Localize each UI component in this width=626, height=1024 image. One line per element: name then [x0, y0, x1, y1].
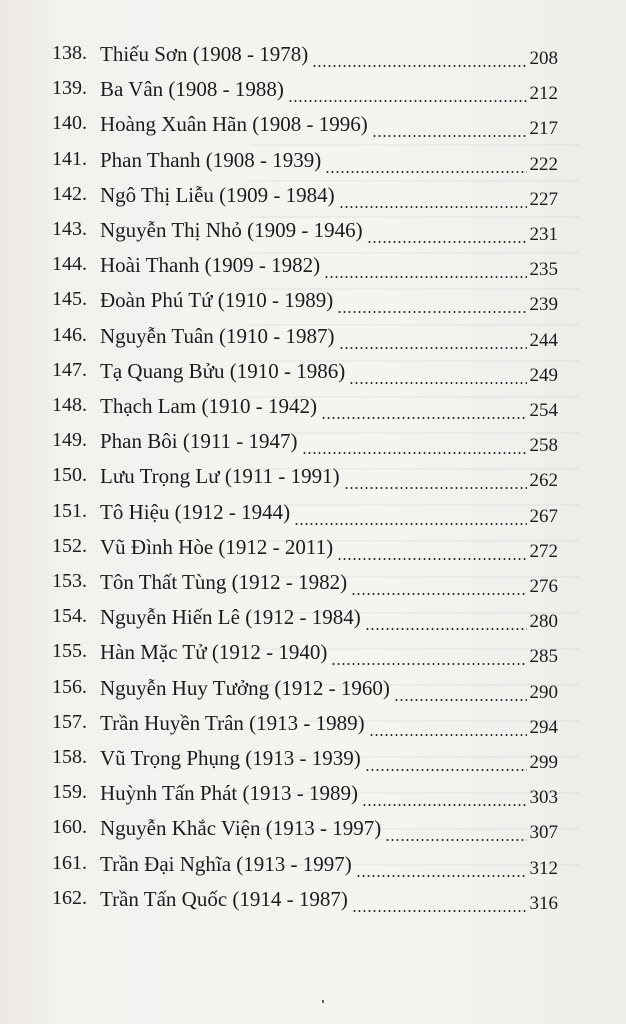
dot-leader: [339, 206, 527, 208]
dot-leader: [367, 241, 527, 243]
entry-page-number: 307: [529, 822, 558, 844]
toc-entry: [0, 711, 626, 747]
entry-number: 145.: [52, 288, 87, 311]
entry-title: Hoàng Xuân Hãn (1908 - 1996): [100, 112, 368, 137]
dot-leader: [385, 839, 527, 841]
entry-title: Hàn Mặc Tử (1912 - 1940): [100, 640, 328, 665]
entry-title: Vũ Đình Hòe (1912 - 2011): [100, 534, 334, 559]
toc-entry: [0, 746, 626, 782]
entry-page-number: 299: [529, 752, 558, 773]
toc-entry: [0, 324, 626, 360]
entry-title: Phan Thanh (1908 - 1939): [100, 147, 322, 172]
toc-entry: [0, 429, 626, 465]
toc-entry: [0, 535, 626, 571]
entry-number: 142.: [52, 182, 87, 205]
entry-number: 147.: [52, 358, 87, 381]
dot-leader: [352, 910, 527, 912]
entry-page-number: 231: [529, 224, 558, 245]
entry-title: Ngô Thị Liễu (1909 - 1984): [100, 182, 335, 207]
dot-leader: [288, 100, 527, 102]
entry-number: 141.: [52, 147, 87, 170]
entry-page-number: 249: [529, 364, 558, 386]
entry-title: Nguyễn Huy Tưởng (1912 - 1960): [100, 675, 390, 700]
entry-title: Nguyễn Hiến Lê (1912 - 1984): [100, 605, 361, 630]
entry-page-number: 290: [529, 681, 558, 703]
entry-page-number: 258: [529, 435, 558, 457]
entry-page-number: 267: [529, 505, 558, 527]
entry-number: 160.: [52, 816, 87, 839]
page-speck: [322, 1000, 324, 1003]
dot-leader: [369, 734, 527, 736]
entry-title: Ba Vân (1908 - 1988): [100, 77, 284, 102]
entry-page-number: 316: [529, 892, 558, 914]
entry-title: Nguyễn Tuân (1910 - 1987): [100, 323, 335, 348]
entry-number: 154.: [52, 605, 87, 628]
entry-page-number: 244: [529, 329, 558, 351]
entry-title: Tôn Thất Tùng (1912 - 1982): [100, 570, 348, 594]
entry-number: 159.: [52, 781, 87, 804]
toc-entry: [0, 112, 626, 148]
toc-entry: [0, 816, 626, 852]
entry-page-number: 262: [529, 470, 558, 492]
entry-title: Trần Đại Nghĩa (1913 - 1997): [100, 851, 352, 876]
entry-page-number: 212: [529, 83, 558, 105]
toc-entry: [0, 394, 626, 430]
toc-entry: [0, 253, 626, 289]
dot-leader: [356, 875, 527, 877]
dot-leader: [294, 523, 527, 525]
dot-leader: [324, 276, 527, 278]
entry-title: Trần Huyền Trân (1913 - 1989): [100, 710, 365, 735]
entry-number: 158.: [52, 746, 87, 768]
entry-number: 157.: [52, 710, 87, 733]
entry-title: Tạ Quang Bửu (1910 - 1986): [100, 358, 346, 383]
entry-title: Trần Tấn Quốc (1914 - 1987): [100, 886, 348, 911]
entry-title: Thạch Lam (1910 - 1942): [100, 394, 317, 418]
toc-entry: [0, 887, 626, 923]
toc-entry: [0, 640, 626, 676]
toc-entry: [0, 183, 626, 219]
toc-entry: [0, 464, 626, 500]
toc-entry: [0, 359, 626, 395]
entry-number: 144.: [52, 253, 87, 276]
dot-leader: [349, 382, 527, 384]
dot-leader: [365, 769, 527, 771]
toc-entry: [0, 852, 626, 888]
entry-page-number: 276: [529, 576, 558, 597]
entry-page-number: 280: [529, 611, 558, 633]
entry-number: 161.: [52, 851, 87, 874]
dot-leader: [312, 65, 527, 67]
entry-title: Phan Bôi (1911 - 1947): [100, 429, 298, 454]
entry-number: 138.: [52, 42, 87, 64]
dot-leader: [362, 804, 527, 806]
entry-number: 139.: [52, 77, 87, 100]
toc-entry: [0, 676, 626, 712]
dot-leader: [331, 663, 527, 665]
dot-leader: [394, 699, 527, 701]
entry-title: Nguyễn Khắc Viện (1913 - 1997): [100, 816, 382, 841]
entry-page-number: 208: [529, 48, 558, 69]
dot-leader: [351, 593, 527, 595]
toc-entry: [0, 288, 626, 324]
dot-leader: [365, 628, 527, 630]
dot-leader: [302, 452, 527, 454]
entry-number: 149.: [52, 429, 87, 452]
toc-entry: [0, 781, 626, 817]
entry-page-number: 285: [529, 646, 558, 668]
toc-entry: [0, 218, 626, 254]
toc-entry: [0, 570, 626, 606]
entry-number: 146.: [52, 323, 87, 346]
toc-entry: [0, 42, 626, 78]
entry-number: 143.: [52, 218, 87, 240]
entry-number: 162.: [52, 886, 87, 909]
dot-leader: [337, 311, 527, 313]
entry-page-number: 303: [529, 787, 558, 809]
entry-title: Nguyễn Thị Nhỏ (1909 - 1946): [100, 218, 363, 242]
dot-leader: [325, 171, 527, 173]
entry-number: 140.: [52, 112, 87, 135]
entry-title: Hoài Thanh (1909 - 1982): [100, 253, 321, 278]
entry-title: Lưu Trọng Lư (1911 - 1991): [100, 464, 340, 489]
dot-leader: [344, 487, 527, 489]
entry-number: 156.: [52, 675, 87, 698]
entry-number: 153.: [52, 570, 87, 592]
entry-title: Tô Hiệu (1912 - 1944): [100, 499, 291, 524]
dot-leader: [372, 135, 527, 137]
toc-entry: [0, 77, 626, 113]
dot-leader: [339, 347, 527, 349]
entry-page-number: 294: [529, 716, 558, 738]
entry-title: Huỳnh Tấn Phát (1913 - 1989): [100, 781, 358, 806]
entry-page-number: 227: [529, 188, 558, 210]
entry-page-number: 222: [529, 153, 558, 175]
entry-number: 152.: [52, 534, 87, 557]
entry-title: Đoàn Phú Tứ (1910 - 1989): [100, 288, 334, 313]
toc-entry: [0, 605, 626, 641]
dot-leader: [321, 417, 527, 419]
entry-number: 150.: [52, 464, 87, 487]
entry-number: 148.: [52, 394, 87, 416]
entry-number: 155.: [52, 640, 87, 663]
entry-page-number: 235: [529, 259, 558, 281]
dot-leader: [337, 558, 527, 560]
entry-page-number: 239: [529, 294, 558, 316]
entry-title: Thiếu Sơn (1908 - 1978): [100, 42, 309, 66]
entry-page-number: 254: [529, 400, 558, 421]
toc-entry: [0, 500, 626, 536]
entry-title: Vũ Trọng Phụng (1913 - 1939): [100, 746, 361, 770]
entry-number: 151.: [52, 499, 87, 522]
toc-entry: [0, 148, 626, 184]
entry-page-number: 272: [529, 540, 558, 562]
entry-page-number: 312: [529, 857, 558, 879]
entry-page-number: 217: [529, 118, 558, 140]
